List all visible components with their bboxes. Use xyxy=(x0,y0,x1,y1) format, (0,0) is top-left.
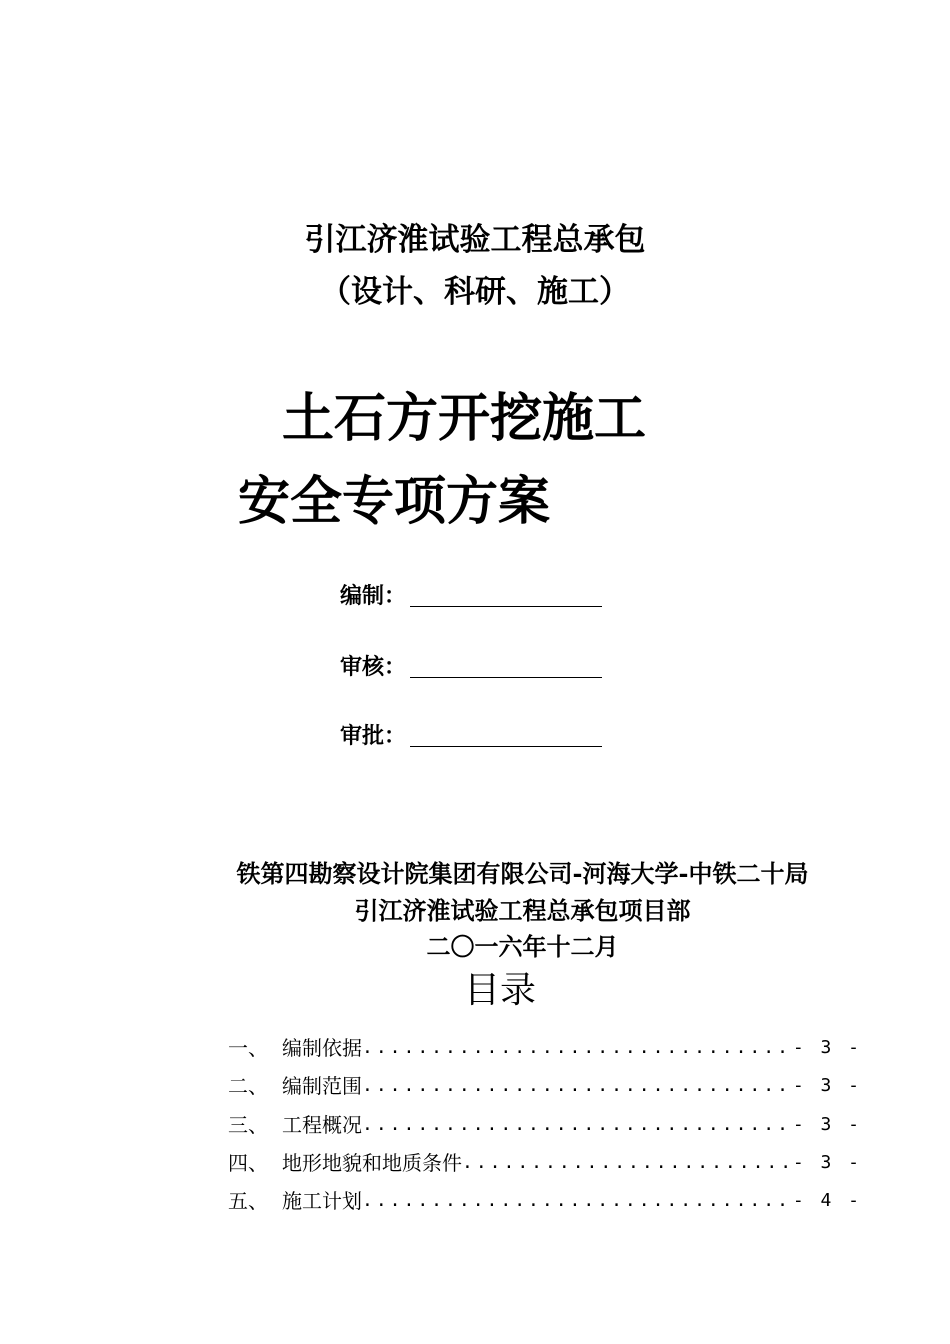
signature-row-compile xyxy=(340,575,602,611)
toc-item-page: - 4 - xyxy=(792,1190,862,1211)
toc-item-text: 编制范围 xyxy=(282,1074,362,1098)
toc-item[interactable] xyxy=(228,1149,862,1177)
issue-date: 二〇一六年十二月 xyxy=(426,932,619,961)
toc-item[interactable] xyxy=(228,1187,862,1215)
project-title: 引江济淮试验工程总承包 xyxy=(304,222,646,258)
toc-leader-dots xyxy=(462,1149,793,1177)
toc-item-text: 工程概况 xyxy=(282,1113,362,1137)
toc-item-number: 四、 xyxy=(228,1151,268,1175)
signature-label: 编制： xyxy=(340,583,407,609)
toc-item-text: 施工计划 xyxy=(282,1189,362,1213)
toc-title: 目录 xyxy=(463,970,536,1011)
project-department: 引江济淮试验工程总承包项目部 xyxy=(354,896,691,925)
toc-leader-dots xyxy=(362,1072,793,1100)
project-subtitle: （设计、科研、施工） xyxy=(320,274,630,310)
signature-line xyxy=(410,746,602,747)
toc-item-number: 三、 xyxy=(228,1113,268,1137)
organization-name: 铁第四勘察设计院集团有限公司-河海大学-中铁二十局 xyxy=(236,859,809,888)
toc-item[interactable] xyxy=(228,1111,862,1139)
toc-item-page: - 3 - xyxy=(792,1037,862,1058)
toc-item-number: 一、 xyxy=(228,1036,268,1060)
toc-item-page: - 3 - xyxy=(792,1152,862,1173)
signature-row-approve xyxy=(340,715,602,751)
toc-leader-dots xyxy=(362,1034,793,1062)
main-title-line2: 安全专项方案 xyxy=(238,471,551,532)
toc-item-number: 二、 xyxy=(228,1074,268,1098)
signature-label: 审批： xyxy=(340,723,407,749)
toc-item-text: 地形地貌和地质条件 xyxy=(282,1151,462,1175)
toc-item-page: - 3 - xyxy=(792,1114,862,1135)
signature-line xyxy=(410,606,602,607)
main-title-line1: 土石方开挖施工 xyxy=(282,388,647,449)
signature-line xyxy=(410,677,602,678)
signature-label: 审核： xyxy=(340,654,407,680)
toc-leader-dots xyxy=(362,1187,793,1215)
toc-item-number: 五、 xyxy=(228,1189,268,1213)
toc-item[interactable] xyxy=(228,1034,862,1062)
toc-leader-dots xyxy=(362,1111,793,1139)
toc-item[interactable] xyxy=(228,1072,862,1100)
signature-row-review xyxy=(340,646,602,682)
toc-item-page: - 3 - xyxy=(792,1075,862,1096)
toc-item-text: 编制依据 xyxy=(282,1036,362,1060)
